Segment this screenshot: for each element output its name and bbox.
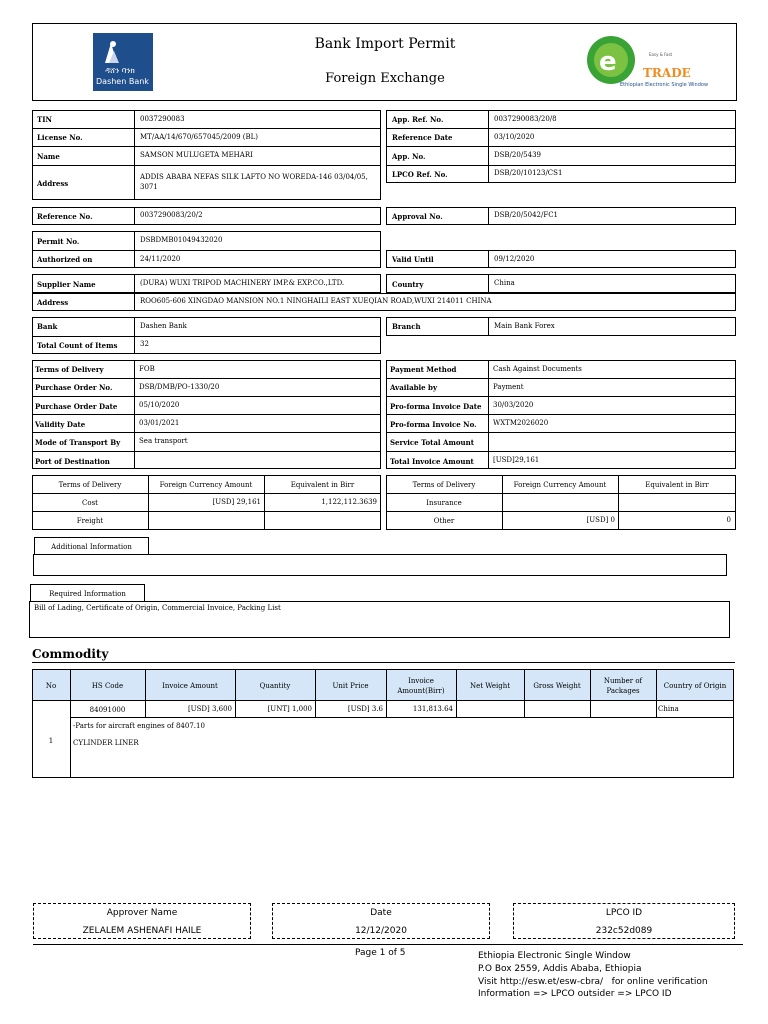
transport-value: Sea transport — [139, 437, 188, 445]
lpco-id-label: LPCO ID — [605, 908, 643, 918]
other-fc-value: [USD] 0 — [586, 516, 615, 524]
reference-no-label: Reference No. — [37, 212, 93, 221]
etrade-logo — [586, 30, 709, 92]
tin-label: TIN — [37, 115, 52, 124]
total-count-label: Total Count of Items — [37, 341, 118, 350]
app-no-label: App. No. — [392, 152, 426, 161]
permit-no-label: Permit No. — [37, 237, 80, 246]
page-subtitle: Foreign Exchange — [325, 71, 445, 86]
additional-info-tab — [34, 537, 149, 555]
lpco-id-value: 232c52d089 — [595, 926, 653, 936]
branch-value: Main Bank Forex — [494, 322, 555, 330]
other-birr-value: 0 — [726, 516, 731, 524]
row-quantity: [UNT] 1,000 — [267, 705, 312, 713]
col-header-country: Country of Origin — [663, 682, 727, 690]
app-ref-value: 0037290083/20/8 — [494, 115, 557, 123]
dashen-bank-logo — [93, 33, 153, 91]
cost-label: Cost — [82, 499, 98, 507]
valid-until-label: Valid Until — [392, 255, 434, 264]
payment-method-value: Cash Against Documents — [493, 365, 582, 373]
proforma-no-value: WXTM2026020 — [493, 419, 549, 427]
terms-delivery-value: FOB — [139, 365, 155, 373]
cost-left-header-terms: Terms of Delivery — [58, 481, 122, 489]
footer-info-3: Visit http://esw.et/esw-cbra/ for online verification — [478, 977, 708, 987]
cost-left-header-birr: Equivalent in Birr — [290, 481, 355, 489]
tin-value: 0037290083 — [140, 115, 185, 123]
commodity-heading: Commodity — [32, 647, 109, 661]
app-ref-label: App. Ref. No. — [392, 115, 444, 124]
row-country: China — [658, 705, 679, 713]
service-total-label: Service Total Amount — [390, 438, 474, 447]
col-header-invoice-birr-1: Invoice — [408, 677, 434, 685]
branch-box — [386, 317, 736, 336]
supplier-name-value: (DURA) WUXI TRIPOD MACHINERY IMP.& EXP.CO.,LTD. — [140, 279, 345, 287]
col-header-quantity: Quantity — [259, 682, 291, 690]
reference-no-value: 0037290083/20/2 — [140, 211, 203, 219]
lpco-ref-value: DSB/20/10123/CS1 — [494, 169, 563, 177]
additional-info-tab-label: Additional Information — [51, 543, 132, 551]
col-header-packages-2: Packages — [606, 687, 640, 695]
license-label: License No. — [37, 133, 83, 142]
footer-info-1: Ethiopia Electronic Single Window — [478, 951, 631, 961]
proforma-no-label: Pro-forma Invoice No. — [390, 420, 477, 429]
svg-text:e: e — [599, 47, 617, 77]
additional-info-content — [33, 554, 727, 576]
col-header-hs-code: HS Code — [91, 682, 124, 690]
row-hs-code: 84091000 — [89, 706, 126, 714]
page-number: Page 1 of 5 — [355, 948, 406, 958]
lpco-ref-label: LPCO Ref. No. — [392, 170, 448, 179]
cost-right-header-terms: Terms of Delivery — [412, 481, 476, 489]
address-value: ADDIS ABABA NEFAS SILK LAFTO NO WOREDA-146 03/04/05, 3071 — [140, 173, 368, 191]
cost-right-header-fc: Foreign Currency Amount — [513, 481, 607, 489]
approval-no-value: DSB/20/5042/FC1 — [494, 211, 559, 219]
proforma-date-label: Pro-forma Invoice Date — [390, 402, 482, 411]
country-value: China — [494, 279, 515, 287]
row-unit-price: [USD] 3.6 — [347, 705, 383, 713]
total-invoice-value: [USD]29,161 — [493, 456, 540, 464]
row-no: 1 — [48, 737, 54, 745]
bank-value: Dashen Bank — [140, 322, 187, 330]
etrade-logo-text: TRADE — [643, 66, 691, 80]
valid-until-value: 09/12/2020 — [494, 255, 535, 263]
reference-date-label: Reference Date — [392, 133, 453, 142]
total-invoice-label: Total Invoice Amount — [390, 457, 474, 466]
validity-date-value: 03/01/2021 — [139, 419, 180, 427]
port-label: Port of Destination — [35, 457, 110, 466]
required-info-content — [29, 601, 730, 638]
approval-no-label: Approval No. — [392, 212, 443, 221]
dashen-logo-text: Dashen Bank — [96, 77, 149, 86]
available-by-value: Payment — [493, 383, 524, 391]
license-value: MT/AA/14/670/657045/2009 (BL) — [140, 133, 259, 141]
row-invoice-amount: [USD] 3,600 — [187, 705, 232, 713]
permit-no-value: DSBDMB01049432020 — [140, 236, 223, 244]
col-header-packages-1: Number of — [603, 677, 643, 685]
col-header-unit-price: Unit Price — [332, 682, 369, 690]
available-by-label: Available by — [390, 383, 438, 392]
supplier-name-label: Supplier Name — [37, 280, 96, 289]
authorized-on-value: 24/11/2020 — [140, 255, 181, 263]
approver-label: Approver Name — [106, 908, 178, 918]
reference-date-value: 03/10/2020 — [494, 133, 535, 141]
row-description-1: -Parts for aircraft engines of 8407.10 — [73, 722, 205, 730]
approver-name: ZELALEM ASHENAFI HAILE — [82, 926, 202, 936]
col-header-invoice-birr-2: Amount(Birr) — [397, 687, 445, 695]
freight-label: Freight — [76, 517, 104, 525]
date-label: Date — [370, 908, 392, 918]
app-no-value: DSB/20/5439 — [494, 151, 541, 159]
row-invoice-birr: 131,813.64 — [412, 705, 453, 713]
po-date-label: Purchase Order Date — [35, 402, 118, 411]
country-label: Country — [392, 280, 424, 289]
terms-delivery-label: Terms of Delivery — [35, 365, 104, 374]
po-no-value: DSB/DMB/PO-1330/20 — [139, 383, 220, 391]
footer-info-2: P.O Box 2559, Addis Ababa, Ethiopia — [478, 964, 642, 974]
insurance-label: Insurance — [426, 499, 462, 507]
col-header-invoice-amount: Invoice Amount — [162, 682, 218, 690]
cost-birr-value: 1,122,112.3639 — [321, 498, 377, 506]
valid-until-box — [386, 250, 736, 268]
total-count-value: 32 — [140, 340, 149, 348]
required-info-tab-label: Required Information — [49, 590, 126, 598]
required-info-text: Bill of Lading, Certificate of Origin, Commercial Invoice, Packing List — [34, 604, 281, 612]
dashen-logo-emblem-icon — [93, 35, 153, 65]
cost-fc-value: [USD] 29,161 — [212, 498, 261, 506]
bank-label: Bank — [37, 322, 58, 331]
row-description-2: CYLINDER LINER — [73, 739, 139, 747]
name-label: Name — [37, 152, 60, 161]
etrade-small-text: Easy & Fast — [649, 52, 673, 57]
cost-right-header-birr: Equivalent in Birr — [645, 481, 709, 489]
payment-method-label: Payment Method — [390, 365, 457, 374]
authorized-on-label: Authorized on — [37, 255, 93, 264]
supplier-address-label: Address — [37, 298, 69, 307]
col-header-net-weight: Net Weight — [469, 682, 511, 690]
name-value: SAMSON MULUGETA MEHARI — [140, 151, 253, 159]
other-label: Other — [433, 517, 455, 525]
date-value: 12/12/2020 — [355, 926, 407, 936]
dashen-logo-amharic: ዳሸን ባንክ — [105, 66, 135, 75]
address-label: Address — [37, 179, 69, 188]
branch-label: Branch — [392, 322, 421, 331]
footer-info-4: Information => LPCO outsider => LPCO ID — [478, 989, 672, 999]
proforma-date-value: 30/03/2020 — [493, 401, 534, 409]
page-title: Bank Import Permit — [314, 36, 456, 52]
transport-label: Mode of Transport By — [35, 438, 121, 447]
col-header-gross-weight: Gross Weight — [533, 682, 581, 690]
etrade-caption: Ethiopian Electronic Single Window — [620, 82, 709, 88]
po-date-value: 05/10/2020 — [139, 401, 180, 409]
validity-date-label: Validity Date — [35, 420, 86, 429]
etrade-globe-icon — [586, 32, 636, 88]
country-box — [386, 274, 736, 293]
required-info-tab — [30, 584, 145, 602]
supplier-address-value: ROO605-606 XINGDAO MANSION NO.1 NINGHAILI EAST XUEQIAN ROAD,WUXI 214011 CHINA — [140, 297, 492, 305]
cost-left-header-fc: Foreign Currency Amount — [159, 481, 253, 489]
col-header-no: No — [45, 682, 57, 690]
po-no-label: Purchase Order No. — [35, 383, 113, 392]
